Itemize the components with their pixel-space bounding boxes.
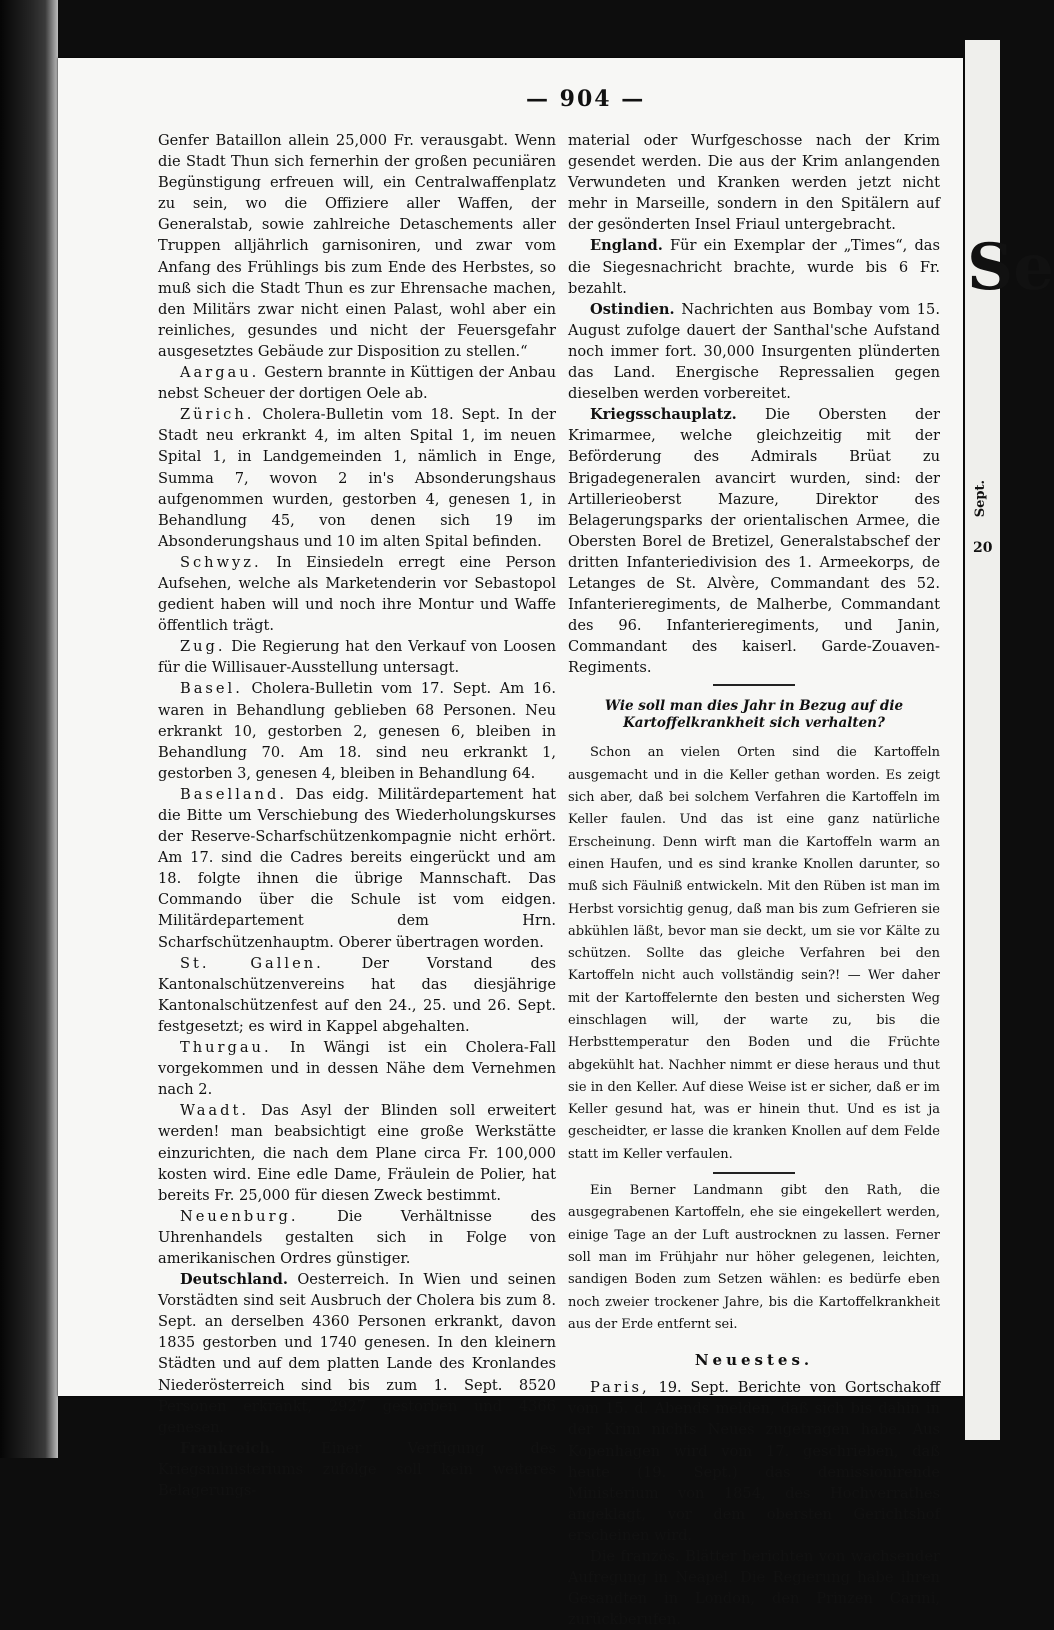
country-lead: Deutschland. (180, 1271, 288, 1289)
paragraph-thurgau (158, 1037, 556, 1100)
place-lead: St. Gallen. (180, 954, 324, 972)
country-lead: England. (590, 237, 663, 255)
country-lead: Kriegsschauplatz. (590, 406, 737, 424)
paragraph-text: Einer Verfügung des Kriegsministeriums zufolge soll kein weiteres Belagerungs- (158, 1439, 556, 1499)
place-lead: Zug. (180, 638, 226, 656)
scan-binding-edge (0, 0, 58, 1458)
paragraph-text: Oesterreich. In Wien und seinen Vorstädten sind seit Ausbruch der Cholera bis zum 8. Sept. an derselben 4360 Personen erkrankt, davon 1835 gestorben und 1740 genesen. In den kleinern Städten und auf dem platten Lande des Kronlandes Niederösterreich sind bis zum 1. Sept. 8520 Personen erkrankt, 2927 gestorben und 4366 genesen. (158, 1271, 556, 1436)
adjacent-page-edge (965, 40, 1054, 1440)
paragraph-text: 19. Sept. Berichte von Gortschakoff vom 15. d. Abends melden, daß sich bis dahin in der Krim nichts Neues zugetragen habe. Aus Kopenhagen wird vom 17. geschrieben, daß heute (19. Sept.) das demissionirende Ministerium von 1854, des Hochverrathes angeklagt, vor dem obersten Gerichtshof erscheinen wird. (568, 1379, 940, 1544)
paragraph-text: Das eidg. Militärdepartement hat die Bitte um Verschiebung des Wiederholungskurses der Reserve-Scharfschützenkompagnie nicht erhört. Am 17. sind die Cadres bereits eingerückt und am 18. folgte ihnen die übrige Mannschaft. Das Commando über die Schule ist vom eidgen. Militärdepartement dem Hrn. Scharfschützenhauptm. Oberer übertragen worden. (158, 785, 556, 951)
paragraph-frankreich (158, 1438, 556, 1501)
paragraph-text: In Wängi ist ein Cholera-Fall vorgekommen und in dessen Nähe dem Vernehmen nach 2. (158, 1039, 556, 1099)
place-lead: Waadt. (180, 1102, 249, 1120)
paragraph-text: Die Verhältnisse des Uhrenhandels gestalten sich in Folge von amerikanischen Ordres günstiger. (158, 1207, 556, 1267)
left-column (158, 130, 556, 1501)
paragraph-deutschland (158, 1269, 556, 1438)
country-lead: Ostindien. (590, 300, 675, 318)
paragraph-aargau (158, 362, 556, 404)
newspaper-page (58, 58, 963, 1629)
place-lead: Baselland. (180, 785, 287, 803)
paragraph-schwyz (158, 552, 556, 636)
paragraph-geneva: Genfer Bataillon allein 25,000 Fr. verausgabt. Wenn die Stadt Thun sich fernerhin der großen pecuniären Begünstigung erfreuen will, ein Centralwaffenplatz zu sein, wo die Offiziere aller Waffen, der Generalstab, sowie zahlreiche Detaschements aller Truppen alljährlich garnisoniren, und zwar vom Anfang des Frühlings bis zum Ende des Herbstes, so muß sich die Stadt Thun es zur Ehrensache machen, den Militärs zwar nicht einen Palast, wohl aber ein reinliches, gesundes und nicht der Feuersgefahr ausgesetztes Gebäude zur Disposition zu stellen.“ (158, 132, 556, 360)
paragraph-paris (568, 1377, 940, 1546)
paragraph-text: Der Vorstand des Kantonalschützenvereins hat das diesjährige Kantonalschützenfest auf den 24., 25. und 26. Sept. festgesetzt; es wird in Kappel abgehalten. (158, 954, 556, 1035)
paragraph-text: Gestern brannte in Küttigen der Anbau nebst Scheuer der dortigen Oele ab. (158, 364, 556, 403)
paragraph-england (568, 235, 940, 298)
paragraph-baselland (158, 784, 556, 953)
country-lead: Frankreich. (180, 1439, 276, 1457)
place-lead: Basel. (180, 680, 243, 698)
page-number: — 904 — (526, 86, 646, 112)
paragraph-zurich (158, 404, 556, 552)
paragraph-text: In Einsiedeln erregt eine Person Aufsehen, welche als Marketenderin vor Sebastopol gedient haben will und noch ihre Montur und Waffe öffentlich trägt. (158, 553, 556, 635)
paragraph-text: Die Obersten der Krimarmee, welche gleichzeitig mit der Beförderung des Admirals Brüat zu Brigadegeneralen avancirt wurden, sind: der Artillerieoberst Mazure, Direktor des Belagerungsparks der orientalischen Armee, die Obersten Borel de Bretizel, Generalstabschef der dritten Infanteriedivision des 1. Armeekorps, de Letanges de St. Alvère, Commandant des 52. Infanterieregiments, de Malherbe, Commandant des 96. Infanterieregiments, und Janin, Commandant des kaiserl. Garde-Zouaven-Regiments. (568, 406, 940, 677)
paragraph-waadt (158, 1100, 556, 1205)
paragraph-text: Das Asyl der Blinden soll erweitert werden! man beabsichtigt eine große Werkstätte einzurichten, die nach dem Plane circa Fr. 100,000 kosten wird. Eine edle Dame, Fräulein de Polier, hat bereits Fr. 25,000 für diesen Zweck bestimmt. (158, 1102, 556, 1204)
article-paragraph: Schon an vielen Orten sind die Kartoffeln ausgemacht und in die Keller gethan worden. Es zeigt sich aber, daß bei solchem Verfahren die Kartoffeln im Keller faulen. Und das ist eine ganz natürliche Erscheinung. Denn wirft man die Kartoffeln warm an einen Haufen, und es sind kranke Knollen darunter, so muß sich Fäulniß entwickeln. Mit den Rüben ist man im Herbst vorsichtig genug, daß man bis zum Gefrieren sie abkühlen läßt, bevor man sie deckt, um sie vor Kälte zu schützen. Sollte das gleiche Verfahren bei den Kartoffeln nicht auch vollständig sein?! — Wer daher mit der Kartoffelernte den besten und sichersten Weg einschlagen will, der warte zu, bis die Herbsttemperatur den Boden und die Früchte abgekühlt hat. Nachher nimmt er diese heraus und thut sie in den Keller. Auf diese Weise ist er sicher, daß er im Keller gesund hat, was er hinein thut. Und es ist ja gescheidter, er lasse die kranken Knollen auf dem Felde statt im Keller verfaulen. (568, 745, 940, 1162)
paragraph-text: Cholera-Bulletin vom 18. Sept. In der Stadt neu erkrankt 4, im alten Spital 1, im neuen Spital 1, in Landgemeinden 1, nämlich in Enge, Summa 7, wovon 2 in's Absonderungshaus aufgenommen wurden, gestorben 4, genesen 1, in Behandlung 45, von denen sich 19 im Absonderungshaus und 10 im alten Spital befinden. (158, 406, 556, 550)
place-lead: Zürich. (180, 406, 255, 424)
paragraph-neapel: Die französ. Blätter berichten von wachsender Aufregung in Neapel. Die Regierung habe ihren Gesandten in London, den Prinzen Carini, zurückberufen. (568, 1548, 940, 1629)
paragraph-st-gallen (158, 953, 556, 1037)
place-lead: Neuenburg. (180, 1207, 299, 1225)
latest-news-heading: Neuestes. (694, 1351, 814, 1370)
adjacent-page-fragment: 20 (973, 540, 993, 556)
article-title: Wie soll man dies Jahr in Bezug auf die Kartoffelkrankheit sich verhalten? (604, 698, 904, 732)
place-lead: Thurgau. (180, 1039, 272, 1057)
section-divider (713, 684, 795, 686)
right-column (568, 130, 940, 1630)
section-divider (713, 1172, 795, 1174)
paragraph-text: Die Regierung hat den Verkauf von Loosen für die Willisauer-Ausstellung untersagt. (158, 638, 556, 677)
paragraph-text: Cholera-Bulletin vom 17. Sept. Am 16. waren in Behandlung geblieben 68 Personen. Neu erkrankt 10, gestorben 2, genesen 6, bleiben in Behandlung 70. Am 18. sind neu erkrankt 1, gestorben 3, genesen 4, bleiben in Behandlung 64. (158, 680, 556, 782)
article-paragraph: Ein Berner Landmann gibt den Rath, die ausgegrabenen Kartoffeln, ehe sie eingekellert werden, einige Tage an der Luft austrocknen zu lassen. Ferner soll man im Frühjahr nur höher gelegenen, leichten, sandigen Boden zum Setzen wählen: es bedürfe eben noch zweier trockener Jahre, bis die Kartoffelkrankheit aus der Erde entfernt sei. (568, 1183, 940, 1332)
paragraph-text: Für ein Exemplar der „Times“, das die Siegesnachricht brachte, wurde bis 6 Fr. bezahlt. (568, 237, 940, 297)
place-lead: Schwyz. (180, 553, 262, 571)
paragraph-text: Nachrichten aus Bombay vom 15. August zufolge dauert der Santhal'sche Aufstand noch immer fort. 30,000 Insurgenten plünderten das Land. Energische Repressalien gegen dieselben werden vorbereitet. (568, 300, 940, 403)
paragraph-frankreich-cont: material oder Wurfgeschosse nach der Krim gesendet werden. Die aus der Krim anlangenden Verwundeten und Kranken werden jetzt nicht mehr in Marseille, sondern in den Spitälern auf der gesönderten Insel Friaul untergebracht. (568, 132, 940, 234)
paragraph-kriegsschauplatz (568, 404, 940, 678)
paragraph-zug (158, 636, 556, 678)
place-lead: Paris, (590, 1379, 650, 1397)
paragraph-basel (158, 678, 556, 783)
adjacent-page-fragment: Sept. (973, 480, 988, 518)
paragraph-ostindien (568, 299, 940, 404)
adjacent-page-fragment: Se (967, 230, 1054, 305)
paragraph-neuenburg (158, 1206, 556, 1269)
place-lead: Aargau. (180, 364, 260, 382)
